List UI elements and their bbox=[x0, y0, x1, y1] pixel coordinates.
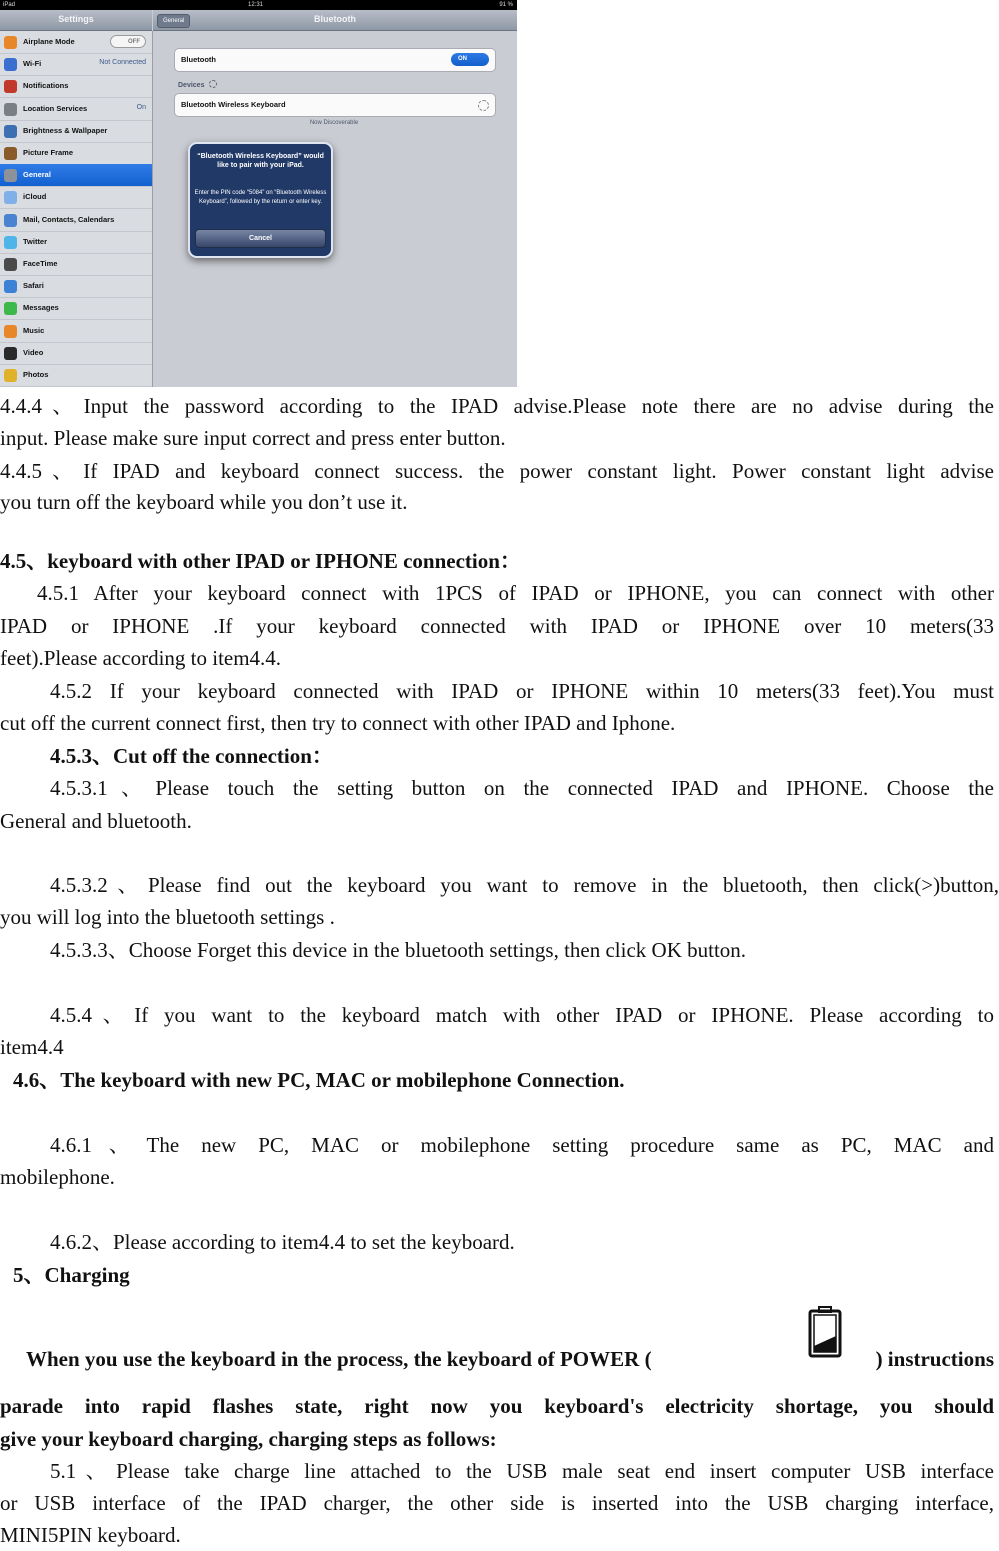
para-4-5-2-line1: 4.5.2 If your keyboard connected with IPAD or IPHONE within 10 meters(33 feet).You must bbox=[50, 679, 994, 703]
para-4-5-4-line1: 4.5.4、If you want to the keyboard match with other IPAD or IPHONE. Please according to bbox=[50, 1003, 994, 1027]
bluetooth-switch[interactable]: ON bbox=[451, 53, 489, 66]
sidebar-item-label: Wi-Fi bbox=[23, 59, 42, 69]
video-icon bbox=[4, 347, 17, 360]
sidebar-item-value: Not Connected bbox=[99, 59, 146, 67]
mail-contacts-calendars-icon bbox=[4, 214, 17, 227]
sidebar-item-label: Twitter bbox=[23, 236, 48, 246]
para-charging-line1a: When you use the keyboard in the process, the keyboard of POWER ( bbox=[26, 1347, 652, 1371]
para-4-5-3-3: 4.5.3.3、Choose Forget this device in the bluetooth settings, then click OK button. bbox=[50, 938, 747, 962]
status-time: 12:31 bbox=[248, 2, 264, 8]
devices-header bbox=[178, 80, 217, 89]
para-4-4-4-line2: input. Please make sure input correct and press enter button. bbox=[0, 426, 506, 450]
sidebar-item-icloud[interactable] bbox=[0, 186, 152, 209]
twitter-icon bbox=[4, 236, 17, 249]
para-4-5-3-1-line2: General and bluetooth. bbox=[0, 809, 192, 833]
detail-title: Bluetooth bbox=[314, 14, 356, 24]
para-4-6-1-line2: mobilephone. bbox=[0, 1165, 115, 1189]
back-button-general[interactable]: General bbox=[157, 14, 190, 28]
photos-icon bbox=[4, 369, 17, 382]
heading-4-5-3: 4.5.3、Cut off the connection： bbox=[50, 744, 333, 768]
sidebar-item-label: Location Services bbox=[23, 103, 88, 113]
picture-frame-icon bbox=[4, 147, 17, 160]
para-charging-line3: give your keyboard charging, charging steps as follows: bbox=[0, 1427, 497, 1451]
device-row[interactable] bbox=[174, 93, 496, 117]
sidebar-item-label: Mail, Contacts, Calendars bbox=[23, 214, 115, 224]
safari-icon bbox=[4, 280, 17, 293]
para-4-4-5-line1: 4.4.5、If IPAD and keyboard connect success. the power constant light. Power constant light advise bbox=[0, 459, 994, 483]
sidebar-item-mail-contacts-calendars[interactable] bbox=[0, 209, 152, 232]
settings-title: Settings bbox=[58, 14, 94, 24]
alert-title: “Bluetooth Wireless Keyboard” would like to pair with your iPad. bbox=[197, 153, 324, 169]
para-charging-line2: parade into rapid flashes state, right now you keyboard's electricity shortage, you should bbox=[0, 1394, 994, 1418]
sidebar-item-label: Music bbox=[23, 325, 45, 335]
para-4-4-4-line1: 4.4.4、Input the password according to the IPAD advise.Please note there are no advise during the bbox=[0, 394, 994, 418]
bluetooth-label: Bluetooth bbox=[181, 55, 216, 64]
general-icon bbox=[4, 169, 17, 182]
airplane-mode-icon bbox=[4, 36, 17, 49]
para-4-5-4-line2: item4.4 bbox=[0, 1035, 64, 1059]
sidebar-item-notifications[interactable] bbox=[0, 75, 152, 98]
para-5-1-line2: or USB interface of the IPAD charger, the other side is inserted into the USB charging interface, bbox=[0, 1491, 994, 1515]
sidebar-item-brightness-wallpaper[interactable] bbox=[0, 120, 152, 143]
sidebar-item-safari[interactable] bbox=[0, 275, 152, 298]
status-battery: 91 % bbox=[499, 2, 513, 8]
sidebar-item-airplane-mode[interactable] bbox=[0, 31, 152, 54]
heading-4-5: 4.5、keyboard with other IPAD or IPHONE connection： bbox=[0, 549, 521, 573]
para-4-5-1-line1: 4.5.1 After your keyboard connect with 1PCS of IPAD or IPHONE, you can connect with other bbox=[37, 581, 994, 605]
sidebar-item-video[interactable] bbox=[0, 342, 152, 365]
para-4-5-3-1-line1: 4.5.3.1、Please touch the setting button on the connected IPAD and IPHONE. Choose the bbox=[50, 776, 994, 800]
ipad-settings-screenshot bbox=[0, 0, 517, 387]
heading-4-6: 4.6、The keyboard with new PC, MAC or mobilephone Connection. bbox=[13, 1068, 625, 1092]
alert-cancel-button[interactable]: Cancel bbox=[195, 229, 326, 248]
sidebar-item-music[interactable] bbox=[0, 320, 152, 343]
music-icon bbox=[4, 325, 17, 338]
settings-navbar bbox=[0, 10, 152, 31]
sidebar-item-label: Video bbox=[23, 347, 44, 357]
sidebar-item-picture-frame[interactable] bbox=[0, 142, 152, 165]
para-4-5-1-line2: IPAD or IPHONE .If your keyboard connected with IPAD or IPHONE over 10 meters(33 bbox=[0, 614, 994, 638]
status-bar bbox=[0, 0, 517, 10]
sidebar-item-label: Picture Frame bbox=[23, 148, 74, 157]
para-4-5-1-line3: feet).Please according to item4.4. bbox=[0, 646, 282, 670]
battery-icon bbox=[807, 1306, 843, 1358]
detail-navbar bbox=[153, 10, 517, 31]
settings-sidebar bbox=[0, 31, 153, 387]
para-charging-line1b: ) instructions bbox=[875, 1347, 994, 1371]
sidebar-item-label: FaceTime bbox=[23, 259, 58, 268]
para-4-5-3-2-line1: 4.5.3.2、Please find out the keyboard you want to remove in the bluetooth, then click(>)button, bbox=[50, 873, 999, 897]
sidebar-item-label: iCloud bbox=[23, 192, 47, 202]
brightness-wallpaper-icon bbox=[4, 125, 17, 138]
sidebar-item-facetime[interactable] bbox=[0, 253, 152, 276]
sidebar-item-label: General bbox=[23, 170, 51, 180]
bluetooth-toggle-row bbox=[174, 48, 496, 72]
airplane-mode-switch[interactable]: OFF bbox=[110, 35, 146, 48]
sidebar-item-label: Safari bbox=[23, 281, 44, 291]
wi-fi-icon bbox=[4, 58, 17, 71]
device-name: Bluetooth Wireless Keyboard bbox=[181, 100, 286, 109]
notifications-icon bbox=[4, 80, 17, 93]
para-5-1-line3: MINI5PIN keyboard. bbox=[0, 1523, 181, 1547]
sidebar-item-label: Notifications bbox=[23, 81, 69, 91]
sidebar-item-general[interactable] bbox=[0, 164, 152, 187]
para-4-6-2: 4.6.2、Please according to item4.4 to set the keyboard. bbox=[50, 1230, 515, 1254]
sidebar-item-label: Photos bbox=[23, 370, 49, 379]
sidebar-item-photos[interactable] bbox=[0, 364, 152, 387]
sidebar-item-label: Brightness & Wallpaper bbox=[23, 125, 108, 135]
pairing-alert bbox=[188, 142, 333, 258]
status-device: iPad bbox=[3, 2, 16, 8]
discoverable-note: Now Discoverable bbox=[309, 120, 359, 126]
icloud-icon bbox=[4, 191, 17, 204]
sidebar-item-label: Airplane Mode bbox=[23, 37, 75, 46]
sidebar-item-messages[interactable] bbox=[0, 297, 152, 320]
para-5-1-line1: 5.1、Please take charge line attached to the USB male seat end insert computer USB interface bbox=[50, 1459, 994, 1483]
heading-5-charging: 5、Charging bbox=[13, 1263, 130, 1287]
sidebar-item-location-services[interactable] bbox=[0, 98, 152, 121]
devices-label: Devices bbox=[178, 82, 205, 89]
location-services-icon bbox=[4, 103, 17, 116]
devices-spinner-icon bbox=[209, 80, 217, 88]
para-4-4-5-line2: you turn off the keyboard while you don’t use it. bbox=[0, 490, 408, 514]
sidebar-item-value: On bbox=[136, 103, 146, 111]
sidebar-item-wi-fi[interactable] bbox=[0, 53, 152, 76]
messages-icon bbox=[4, 302, 17, 315]
para-4-5-3-2-line2: you will log into the bluetooth settings . bbox=[0, 905, 335, 929]
facetime-icon bbox=[4, 258, 17, 271]
sidebar-item-twitter[interactable] bbox=[0, 231, 152, 254]
para-4-5-2-line2: cut off the current connect first, then try to connect with other IPAD and Iphone. bbox=[0, 711, 676, 735]
connecting-spinner-icon bbox=[478, 100, 489, 111]
alert-message: Enter the PIN code “5084” on “Bluetooth Wireless Keyboard”, followed by the return or enter key. bbox=[194, 190, 327, 205]
para-4-6-1-line1: 4.6.1、The new PC, MAC or mobilephone setting procedure same as PC, MAC and bbox=[50, 1133, 994, 1157]
sidebar-item-label: Messages bbox=[23, 303, 59, 313]
